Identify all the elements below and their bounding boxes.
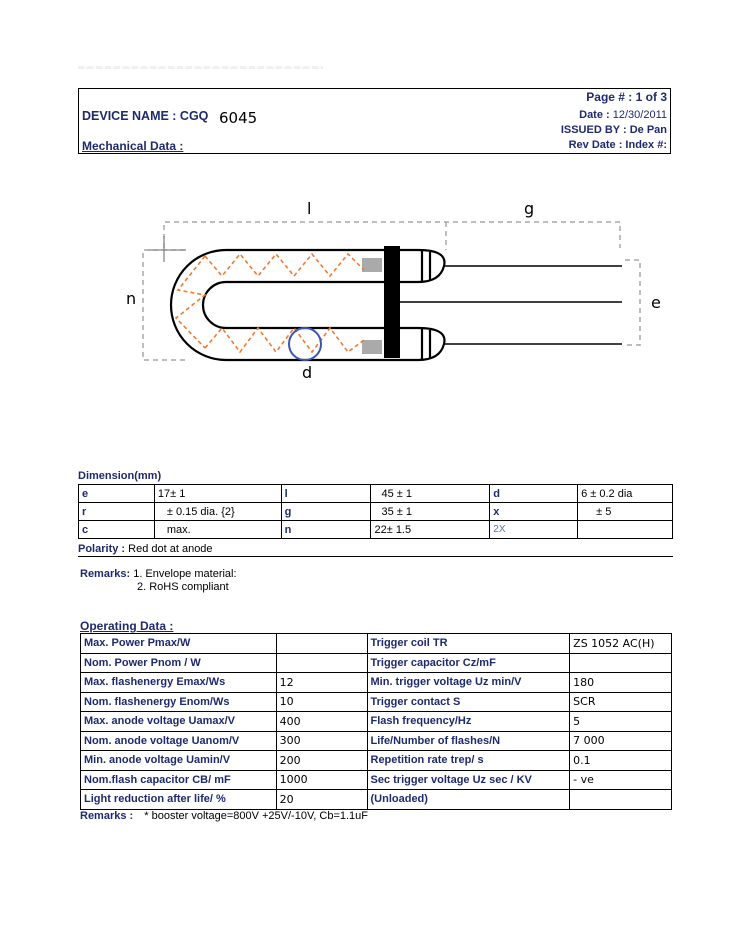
dim-value: 45 ± 1	[371, 485, 490, 503]
dim-value	[578, 521, 673, 539]
dim-value: 17± 1	[154, 485, 281, 503]
operating-param-label: Nom.flash capacitor CB/ mF	[81, 770, 277, 790]
table-row	[81, 712, 672, 732]
operating-param-value: 0.1	[570, 751, 672, 771]
label-e: e	[651, 293, 661, 312]
document-header	[78, 88, 671, 154]
polarity-label: Polarity :	[78, 543, 126, 555]
label-g: g	[524, 199, 535, 218]
operating-param-value: 10	[276, 692, 367, 712]
table-row	[81, 692, 672, 712]
dim-key: g	[281, 503, 371, 521]
device-number: 6045	[219, 109, 258, 127]
dim-value: max.	[154, 521, 281, 539]
operating-param-value: 5	[570, 712, 672, 732]
dim-value: 35 ± 1	[371, 503, 490, 521]
dim-key: e	[79, 485, 155, 503]
electrode-bottom	[362, 340, 382, 354]
operating-param-label: Repetition rate trep/ s	[367, 751, 570, 771]
tube-leads	[398, 266, 622, 344]
operating-param-label: Nom. flashenergy Enom/Ws	[81, 692, 277, 712]
issued-by-value: De Pan	[629, 124, 667, 136]
table-row	[81, 751, 672, 771]
operating-param-value: 7 000	[570, 731, 672, 751]
table-row	[81, 673, 672, 693]
remarks-label: Remarks:	[80, 568, 131, 580]
operating-param-value	[570, 790, 672, 810]
remarks-line-1: 1. Envelope material:	[133, 568, 237, 580]
faint-header-text	[78, 66, 323, 69]
polarity-divider	[78, 556, 673, 557]
operating-param-value: 20	[276, 790, 367, 810]
label-l: l	[307, 199, 312, 218]
table-row	[81, 653, 672, 673]
operating-param-label: Flash frequency/Hz	[367, 712, 570, 732]
table-row	[81, 770, 672, 790]
table-row	[81, 634, 672, 654]
dim-key: x	[490, 503, 578, 521]
operating-param-value	[570, 653, 672, 673]
electrode-top	[362, 258, 382, 272]
table-row	[81, 731, 672, 751]
dim-key: d	[490, 485, 578, 503]
operating-param-label: Max. flashenergy Emax/Ws	[81, 673, 277, 693]
operating-param-value: - ve	[570, 770, 672, 790]
table-row	[79, 485, 673, 503]
label-d: d	[302, 363, 313, 382]
rev-date-label: Rev Date : Index #:	[568, 139, 667, 151]
operating-data-table	[80, 633, 672, 810]
operating-data-title: Operating Data :	[80, 619, 174, 633]
operating-param-value: 180	[570, 673, 672, 693]
table-row	[79, 521, 673, 539]
dim-key: c	[79, 521, 155, 539]
operating-param-value: 12	[276, 673, 367, 693]
operating-param-label: Max. anode voltage Uamax/V	[81, 712, 277, 732]
issued-by-label: ISSUED BY :	[560, 124, 627, 136]
dim-value: 6 ± 0.2 dia	[578, 485, 673, 503]
dim-key: n	[281, 521, 371, 539]
operating-param-value: SCR	[570, 692, 672, 712]
device-name-label: DEVICE NAME : CGQ	[82, 109, 209, 123]
operating-param-label: (Unloaded)	[367, 790, 570, 810]
operating-param-label: Nom. Power Pnom / W	[81, 653, 277, 673]
dim-key: r	[79, 503, 155, 521]
trigger-wire-zigzag	[176, 254, 364, 352]
operating-param-label: Max. Power Pmax/W	[81, 634, 277, 654]
operating-param-value	[276, 634, 367, 654]
operating-param-label: Sec trigger voltage Uz sec / KV	[367, 770, 570, 790]
date-value: 12/30/2011	[612, 109, 667, 121]
dim-value: ± 0.15 dia. {2}	[154, 503, 281, 521]
dimension-table	[78, 484, 673, 539]
trigger-band	[384, 246, 400, 358]
operating-param-value	[276, 653, 367, 673]
date-label: Date :	[579, 109, 610, 121]
mechanical-data-label: Mechanical Data :	[82, 139, 184, 153]
dim-value: ± 5	[578, 503, 673, 521]
operating-param-value: 200	[276, 751, 367, 771]
table-row	[79, 503, 673, 521]
operating-param-value: 400	[276, 712, 367, 732]
crosshair-mark	[148, 236, 186, 262]
operating-param-label: Trigger coil TR	[367, 634, 570, 654]
dim-key: l	[281, 485, 371, 503]
flash-tube-drawing	[0, 190, 750, 390]
page-value: 1 of 3	[635, 90, 667, 104]
operating-param-label: Nom. anode voltage Uanom/V	[81, 731, 277, 751]
operating-param-label: Light reduction after life/ %	[81, 790, 277, 810]
remarks-line-2: 2. RoHS compliant	[137, 581, 229, 593]
operating-param-label: Min. trigger voltage Uz min/V	[367, 673, 570, 693]
polarity-value: Red dot at anode	[128, 543, 213, 555]
operating-param-value: 300	[276, 731, 367, 751]
operating-param-label: Min. anode voltage Uamin/V	[81, 751, 277, 771]
detail-circle	[289, 328, 321, 360]
operating-param-value: 1000	[276, 770, 367, 790]
operating-param-label: Life/Number of flashes/N	[367, 731, 570, 751]
page-label: Page # :	[586, 90, 633, 104]
operating-remarks-value: * booster voltage=800V +25V/-10V, Cb=1.1uF	[144, 810, 368, 822]
table-row	[81, 790, 672, 810]
operating-param-label: Trigger capacitor Cz/mF	[367, 653, 570, 673]
dim-value: 22± 1.5	[371, 521, 490, 539]
dim-key: 2X	[490, 521, 578, 539]
label-n: n	[126, 289, 137, 308]
dimension-title: Dimension(mm)	[78, 470, 162, 482]
tube-outline	[171, 250, 444, 360]
operating-remarks-label: Remarks :	[80, 810, 134, 822]
operating-param-label: Trigger contact S	[367, 692, 570, 712]
operating-param-value: ZS 1052 AC(H)	[570, 634, 672, 654]
